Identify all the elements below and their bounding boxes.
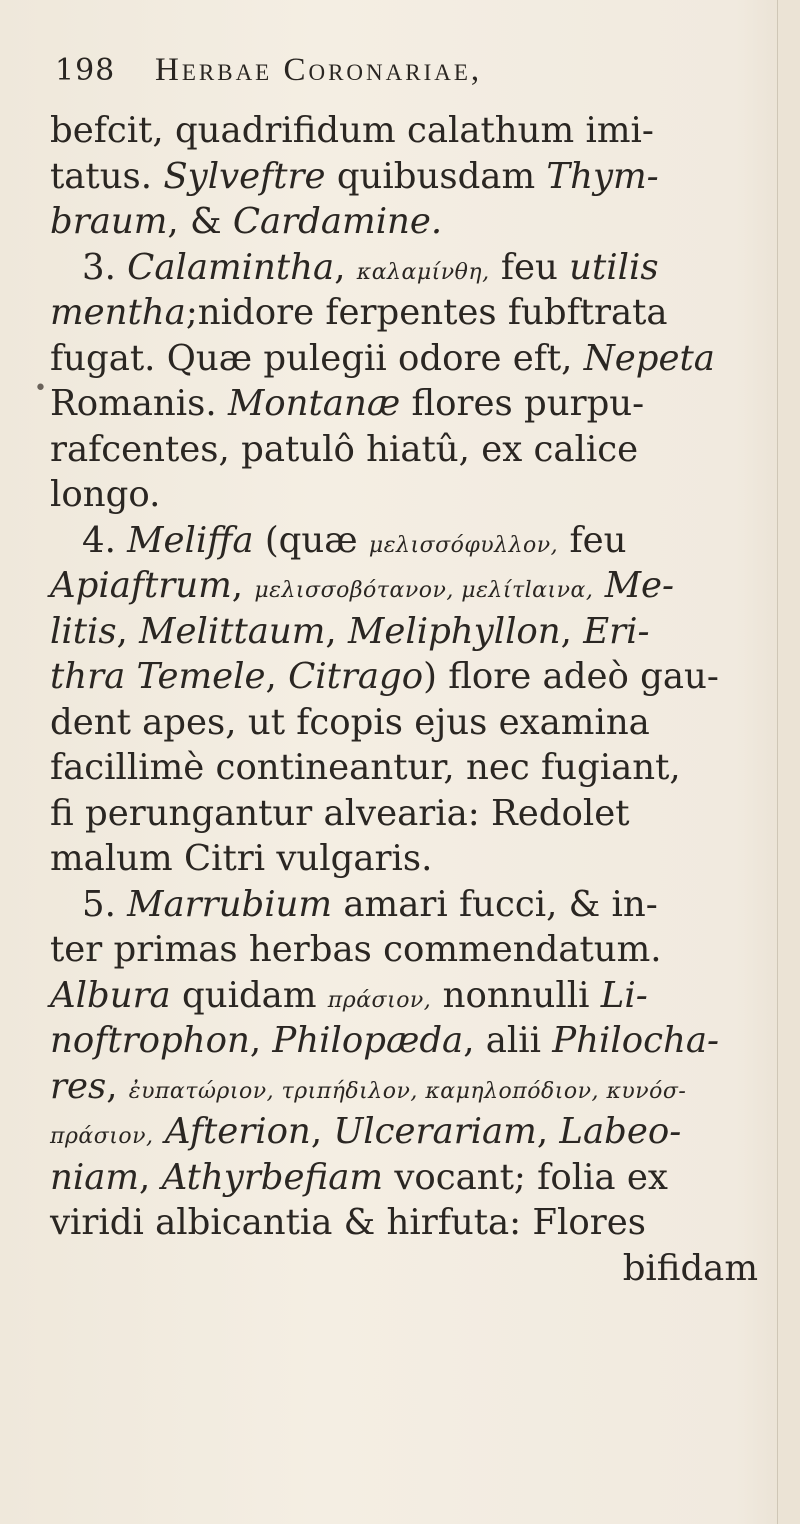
text-line [50, 381, 762, 427]
greek-term: μελισσοβότανον, μελίτlαινα, [254, 578, 594, 603]
text-run: facillimè contineantur, nec fugiant, [50, 747, 681, 788]
text-line [50, 563, 762, 609]
text-run: befcit, quadrifidum calathum imi- [50, 110, 654, 151]
text-run: malum Citri vulgaris. [50, 838, 433, 879]
italic-term: Montanæ [227, 383, 401, 424]
text-line [50, 654, 762, 700]
text-line [50, 927, 762, 973]
text-run [154, 1111, 165, 1152]
italic-term: Afterion [164, 1111, 311, 1152]
italic-term: Philopæda [272, 1020, 464, 1061]
text-run: , [139, 1156, 162, 1198]
italic-term: Apiaftrum [50, 565, 232, 606]
text-run: 3. [82, 246, 128, 288]
page-header [55, 52, 755, 102]
italic-term: Albura [50, 974, 171, 1016]
text-run: , [560, 610, 584, 652]
italic-term: Calamintha [127, 246, 335, 288]
text-run: bifidam [622, 1247, 758, 1289]
italic-term: Labeo- [559, 1111, 682, 1152]
greek-term: ἐυπατώριον, τριπήδιλον, καμηλοπόδιον, κυνόσ- [128, 1078, 687, 1104]
italic-term: Nepeta [583, 337, 715, 379]
text-line [50, 973, 762, 1019]
text-run: , alii [463, 1020, 553, 1061]
italic-term: utilis [569, 246, 659, 288]
greek-term: καλαμίνθη, [356, 259, 490, 285]
text-line [50, 1200, 762, 1246]
text-run: flores purpu- [400, 383, 645, 424]
text-run: , [106, 1065, 129, 1107]
text-run: dent apes, ut fcopis ejus examina [50, 701, 650, 743]
text-line [50, 1155, 762, 1201]
italic-term: litis [50, 610, 117, 652]
italic-term: niam [50, 1156, 140, 1198]
text-line [50, 700, 762, 746]
page-gutter [777, 0, 800, 1524]
text-run: , [334, 246, 357, 288]
text-line [50, 791, 762, 837]
text-run: 4. [82, 519, 128, 561]
italic-term: Meliphyllon [348, 610, 561, 652]
text-run: , [231, 565, 255, 606]
italic-term: Meliffa [127, 519, 254, 561]
text-line [50, 199, 762, 245]
italic-term: Ulcerariam [333, 1111, 537, 1152]
text-run: viridi albicantia & hirfuta: Flores [50, 1202, 646, 1243]
text-run: vocant; folia ex [383, 1156, 668, 1198]
text-line [50, 472, 762, 518]
text-run: longo. [50, 474, 161, 515]
text-line [50, 1109, 762, 1155]
text-line [50, 1064, 762, 1110]
text-run: rafcentes, patulô hiatû, ex calice [50, 428, 639, 470]
text-run: , [116, 610, 140, 652]
text-run: quidam [170, 974, 328, 1016]
italic-term: Sylveftre [163, 155, 326, 197]
text-line [50, 1246, 762, 1292]
body-text [50, 108, 762, 1291]
text-line [50, 609, 762, 655]
text-line [50, 836, 762, 882]
text-line [50, 154, 762, 200]
italic-term: Melittaum [139, 610, 326, 652]
text-run: ;nidore ferpentes fubftrata [185, 292, 668, 333]
greek-term: πράσιον, [327, 987, 432, 1013]
italic-term: Citrago [288, 656, 424, 697]
italic-term: Me- [604, 565, 675, 606]
italic-term: thra Temele [50, 656, 266, 697]
text-run: tatus. [50, 155, 164, 197]
running-head: Herbae Coronariae, [155, 52, 483, 88]
text-run: , [536, 1111, 560, 1152]
text-run: , [249, 1020, 273, 1061]
italic-term: Eri- [583, 610, 650, 652]
text-run: feu [489, 246, 570, 288]
greek-term: μελισσόφυλλον, [368, 532, 559, 558]
text-run: , [265, 656, 289, 697]
text-run: amari fucci, & in- [332, 883, 658, 925]
text-run: , [310, 1111, 334, 1152]
greek-term: πράσιον, [50, 1124, 154, 1149]
text-run: fi perungantur alvearia: Redolet [50, 792, 630, 834]
text-run: , & [167, 201, 233, 242]
text-line [50, 336, 762, 382]
page-number: 198 [55, 53, 116, 88]
text-line [50, 290, 762, 336]
text-run: ter primas herbas commendatum. [50, 929, 662, 970]
italic-term: Thym- [546, 155, 659, 197]
italic-term: noftrophon [50, 1020, 250, 1061]
text-run: ) flore adeò gau- [423, 656, 719, 697]
text-run [593, 565, 604, 606]
italic-term: mentha [50, 292, 186, 333]
text-line [50, 1018, 762, 1064]
italic-term: Athyrbefiam [161, 1156, 384, 1198]
text-run: fugat. Quæ pulegii odore eft, [50, 337, 584, 379]
text-line [50, 108, 762, 154]
text-run: feu [558, 519, 627, 561]
italic-term: Cardamine. [232, 201, 443, 242]
italic-term: Li- [600, 974, 648, 1016]
text-run: 5. [82, 883, 128, 925]
text-run: quibusdam [325, 155, 547, 197]
text-run: nonnulli [431, 974, 601, 1016]
text-line [50, 882, 762, 928]
text-run: (quæ [253, 519, 369, 561]
text-line [50, 427, 762, 473]
italic-term: Marrubium [127, 883, 333, 925]
italic-term: Philocha- [552, 1020, 720, 1061]
text-run: , [325, 610, 348, 652]
margin-mark: • [34, 376, 47, 401]
italic-term: braum [50, 201, 168, 242]
text-run: Romanis. [50, 383, 228, 424]
text-line [50, 518, 762, 564]
text-line [50, 245, 762, 291]
text-line [50, 745, 762, 791]
italic-term: res [50, 1065, 107, 1107]
